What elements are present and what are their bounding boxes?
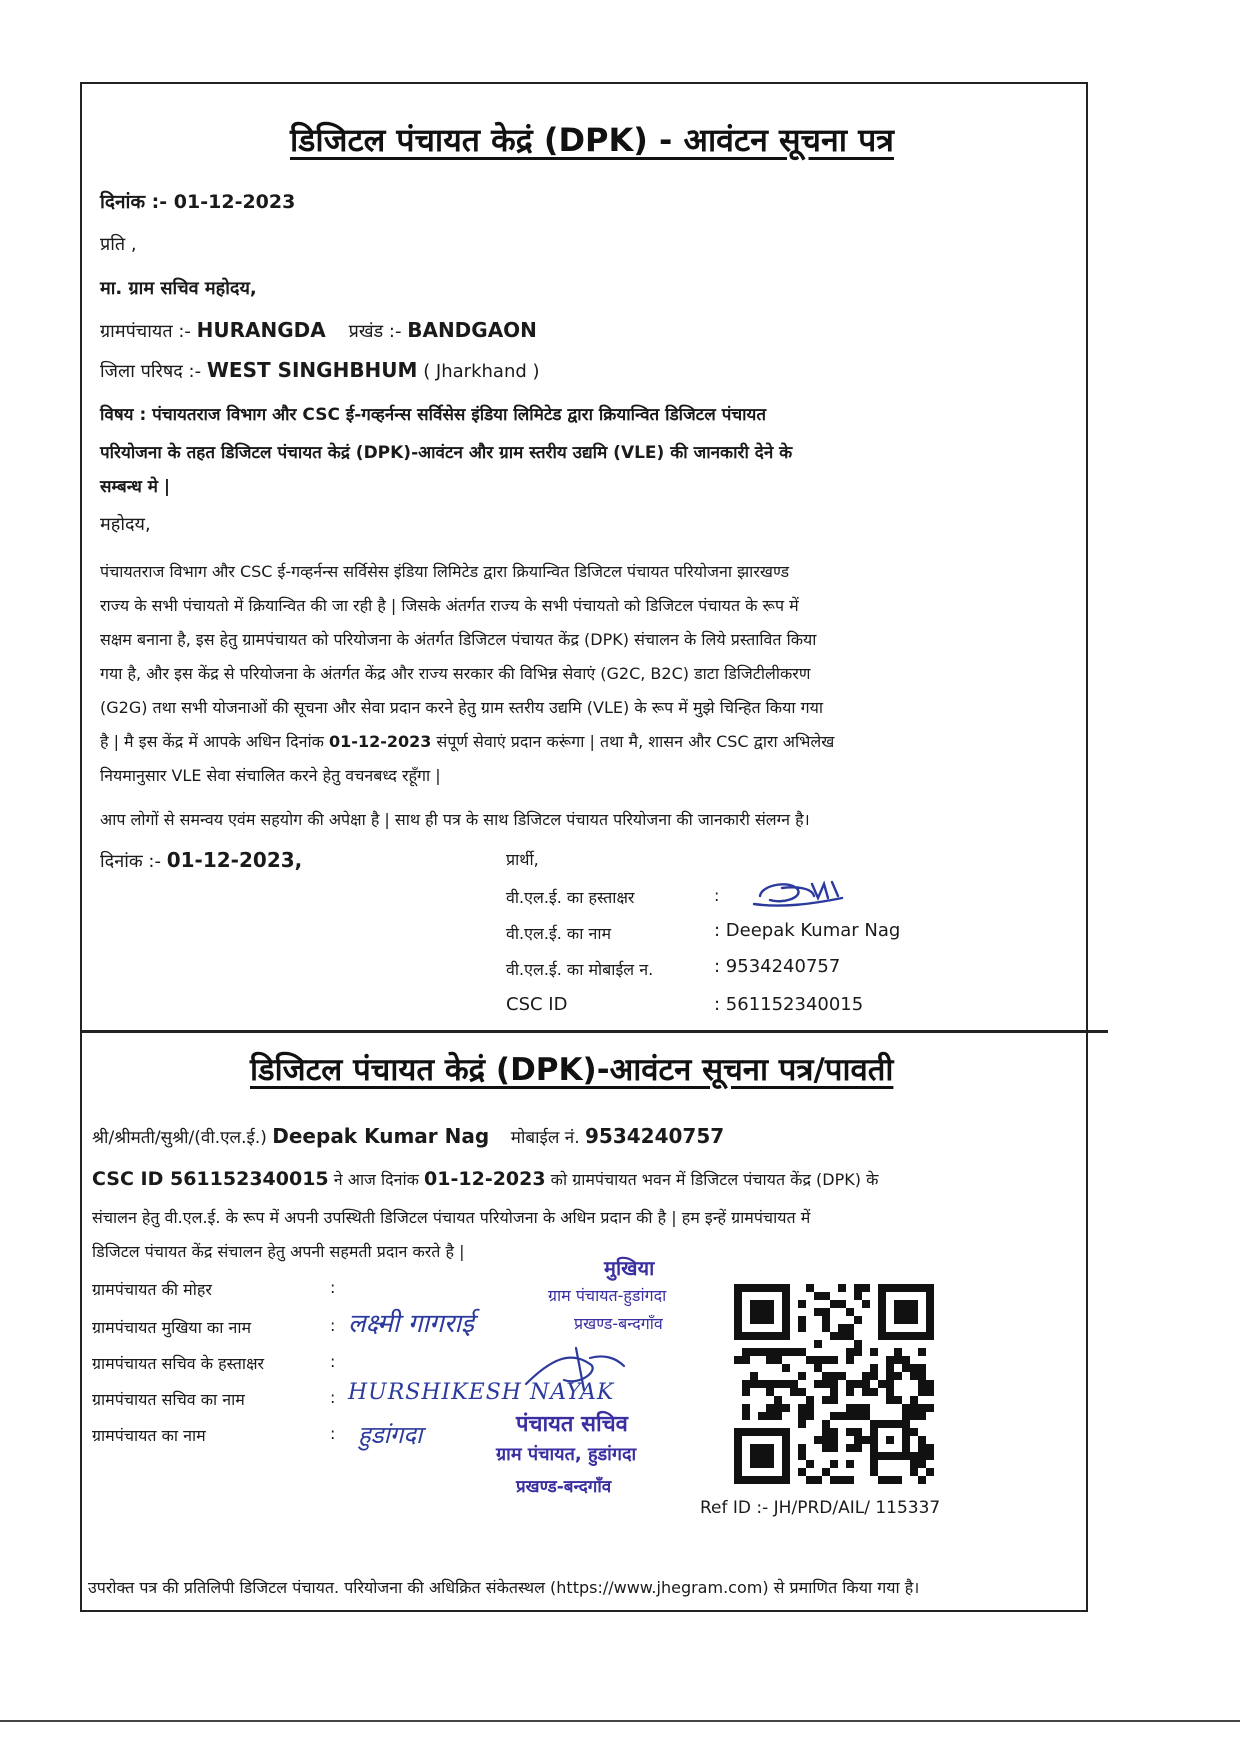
page-edge-line [0, 1720, 1240, 1722]
body-line-1: पंचायतराज विभाग और CSC ई-गव्हर्नन्स सर्विसेस इंडिया लिमिटेड द्वारा क्रियान्वित डिजिटल पंचायत परियोजना झारखण्ड [100, 562, 790, 581]
field-mukhiya-name-colon: : [330, 1316, 336, 1335]
field-panchayat-name-colon: : [330, 1424, 336, 1443]
receipt-date: 01-12-2023 [424, 1168, 546, 1190]
district-value: WEST SINGHBHUM [206, 358, 418, 382]
page-title: डिजिटल पंचायत केद्रं (DPK) - आवंटन सूचना पत्र [290, 121, 894, 159]
vle-name-value: : Deepak Kumar Nag [714, 920, 901, 941]
mukhiya-stamp-panchayat: ग्राम पंचायत-हुडांगदा [548, 1286, 667, 1305]
ref-id: Ref ID :- JH/PRD/AIL/ 115337 [700, 1498, 941, 1518]
receipt-line-1-mid: ने आज दिनांक [328, 1170, 425, 1189]
csc-id-value: : 561152340015 [714, 994, 864, 1015]
receipt-mobile: 9534240757 [585, 1124, 725, 1148]
field-secretary-sign-label: ग्रामपंचायत सचिव के हस्ताक्षर [92, 1354, 265, 1373]
csc-id-label: CSC ID [506, 994, 568, 1015]
handwritten-secretary-name: HURSHIKESH NAYAK [348, 1380, 615, 1405]
cooperation-line: आप लोगों से समन्वय एवंम सहयोग की अपेक्षा है | साथ ही पत्र के साथ डिजिटल पंचायत परियोजना की जानकारी संलग्न है। [100, 810, 810, 829]
body-line-6 [100, 730, 834, 752]
field-panchayat-seal-colon: : [330, 1278, 336, 1297]
field-panchayat-name-label: ग्रामपंचायत का नाम [92, 1426, 206, 1445]
receipt-line-1 [92, 1168, 878, 1190]
field-secretary-name-colon: : [330, 1388, 336, 1407]
body-line-3: सक्षम बनाना है, इस हेतु ग्रामपंचायत को परियोजना के अंतर्गत डिजिटल पंचायत केंद्र (DPK) संचालन के लिये प्रस्तावित किया [100, 630, 817, 649]
receipt-line-2: संचालन हेतु वी.एल.ई. के रूप में अपनी उपस्थिती डिजिटल पंचायत परियोजना के अधिन प्रदान की है | हम इन्हें ग्रामपंचायत में [92, 1208, 811, 1227]
salutation: महोदय, [100, 514, 151, 535]
secretary-stamp-panchayat: ग्राम पंचायत, हुडांगदा [496, 1444, 637, 1465]
letter-date [100, 188, 295, 214]
vle-signature [752, 874, 862, 914]
qr-code [734, 1284, 934, 1484]
body-line-7: नियमानुसार VLE सेवा संचालित करने हेतु वचनबध्द रहूँगा | [100, 766, 441, 785]
block-label: प्रखंड :- [348, 321, 402, 342]
date-value: 01-12-2023 [173, 191, 296, 213]
gram-panchayat-value: HURANGDA [196, 318, 326, 342]
date-label: दिनांक :- [100, 191, 168, 213]
sign-date-label: दिनांक :- [100, 851, 161, 872]
receipt-title: डिजिटल पंचायत केद्रं (DPK)-आवंटन सूचना पत्र/पावती [250, 1052, 894, 1088]
secretary-stamp-block: प्रखण्ड-बन्दगाँव [516, 1477, 612, 1497]
sign-date-value: 01-12-2023, [166, 848, 303, 872]
to-line: प्रति , [100, 234, 137, 255]
subject-line-1: विषय : पंचायतराज विभाग और CSC ई-गव्हर्नन्स सर्विसेस इंडिया लिमिटेड द्वारा क्रियान्वित डिजिटल पंचायत [100, 405, 767, 425]
body-line-6-pre: है | मै इस केंद्र में आपके अधिन दिनांक [100, 732, 330, 751]
addressee: मा. ग्राम सचिव महोदय, [100, 278, 257, 299]
gram-panchayat-label: ग्रामपंचायत :- [100, 321, 191, 342]
receipt-person-line [92, 1124, 724, 1148]
receipt-vle-name: Deepak Kumar Nag [272, 1124, 490, 1148]
footer-note: उपरोक्त पत्र की प्रतिलिपी डिजिटल पंचायत. परियोजना की अधिक्रित संकेतस्थल (https://www.jhegram.com) से प्रमाणित किया गया है। [88, 1578, 920, 1597]
district-label: जिला परिषद :- [100, 361, 202, 382]
applicant-label: प्रार्थी, [506, 850, 539, 869]
receipt-mobile-label: मोबाईल नं. [510, 1128, 580, 1148]
field-panchayat-seal-label: ग्रामपंचायत की मोहर [92, 1280, 212, 1299]
body-line-6-post: संपूर्ण सेवाएं प्रदान करूंगा | तथा मै, शासन और CSC द्वारा अभिलेख [431, 732, 835, 751]
vle-signature-label: वी.एल.ई. का हस्ताक्षर [506, 888, 635, 907]
vle-signature-colon: : [714, 886, 720, 905]
field-secretary-sign-colon: : [330, 1352, 336, 1371]
block-value: BANDGAON [407, 318, 537, 342]
handwritten-panchayat-name: हुडांगदा [358, 1421, 423, 1449]
district-state: ( Jharkhand ) [423, 361, 540, 382]
body-line-6-date: 01-12-2023 [329, 732, 432, 751]
receipt-line-1-post: को ग्रामपंचायत भवन में डिजिटल पंचायत केंद्र (DPK) के [545, 1170, 879, 1189]
handwritten-mukhiya-name: लक्ष्मी गागराई [348, 1309, 474, 1339]
panchayat-block-line [100, 318, 537, 343]
vle-name-label: वी.एल.ई. का नाम [506, 924, 612, 943]
receipt-csc-id: CSC ID 561152340015 [92, 1168, 329, 1190]
body-line-4: गया है, और इस केंद्र से परियोजना के अंतर्गत केंद्र और राज्य सरकार की विभिन्न सेवाएं (G2C, B2C) डाटा डिजिटीलीकरण [100, 664, 811, 683]
district-line [100, 358, 540, 383]
subject-line-3: सम्बन्ध मे | [100, 477, 171, 497]
mukhiya-stamp-title: मुखिया [604, 1256, 655, 1280]
field-secretary-name-label: ग्रामपंचायत सचिव का नाम [92, 1390, 245, 1409]
receipt-prefix: श्री/श्रीमती/सुश्री/(वी.एल.ई.) [92, 1128, 267, 1148]
vle-mobile-value: : 9534240757 [714, 956, 841, 977]
secretary-stamp-title: पंचायत सचिव [516, 1412, 628, 1437]
mukhiya-stamp-block: प्रखण्ड-बन्दगाँव [574, 1314, 663, 1333]
sign-date [100, 848, 302, 873]
secretary-signature [520, 1340, 630, 1400]
section-divider [80, 1030, 1108, 1033]
vle-mobile-label: वी.एल.ई. का मोबाईल न. [506, 960, 654, 979]
field-mukhiya-name-label: ग्रामपंचायत मुखिया का नाम [92, 1318, 252, 1337]
body-line-2: राज्य के सभी पंचायतो में क्रियान्वित की जा रही है | जिसके अंतर्गत राज्य के सभी पंचायतो को डिजिटल पंचायत के रूप में [100, 596, 799, 615]
subject-line-2: परियोजना के तहत डिजिटल पंचायत केद्रं (DPK)-आवंटन और ग्राम स्तरीय उद्यमि (VLE) की जानकारी देने के [100, 443, 793, 463]
body-line-5: (G2G) तथा सभी योजनाओं की सूचना और सेवा प्रदान करने हेतु ग्राम स्तरीय उद्यमि (VLE) के रूप में मुझे चिन्हित किया गया [100, 698, 824, 717]
receipt-line-3: डिजिटल पंचायत केंद्र संचालन हेतु अपनी सहमती प्रदान करते है | [92, 1242, 465, 1261]
